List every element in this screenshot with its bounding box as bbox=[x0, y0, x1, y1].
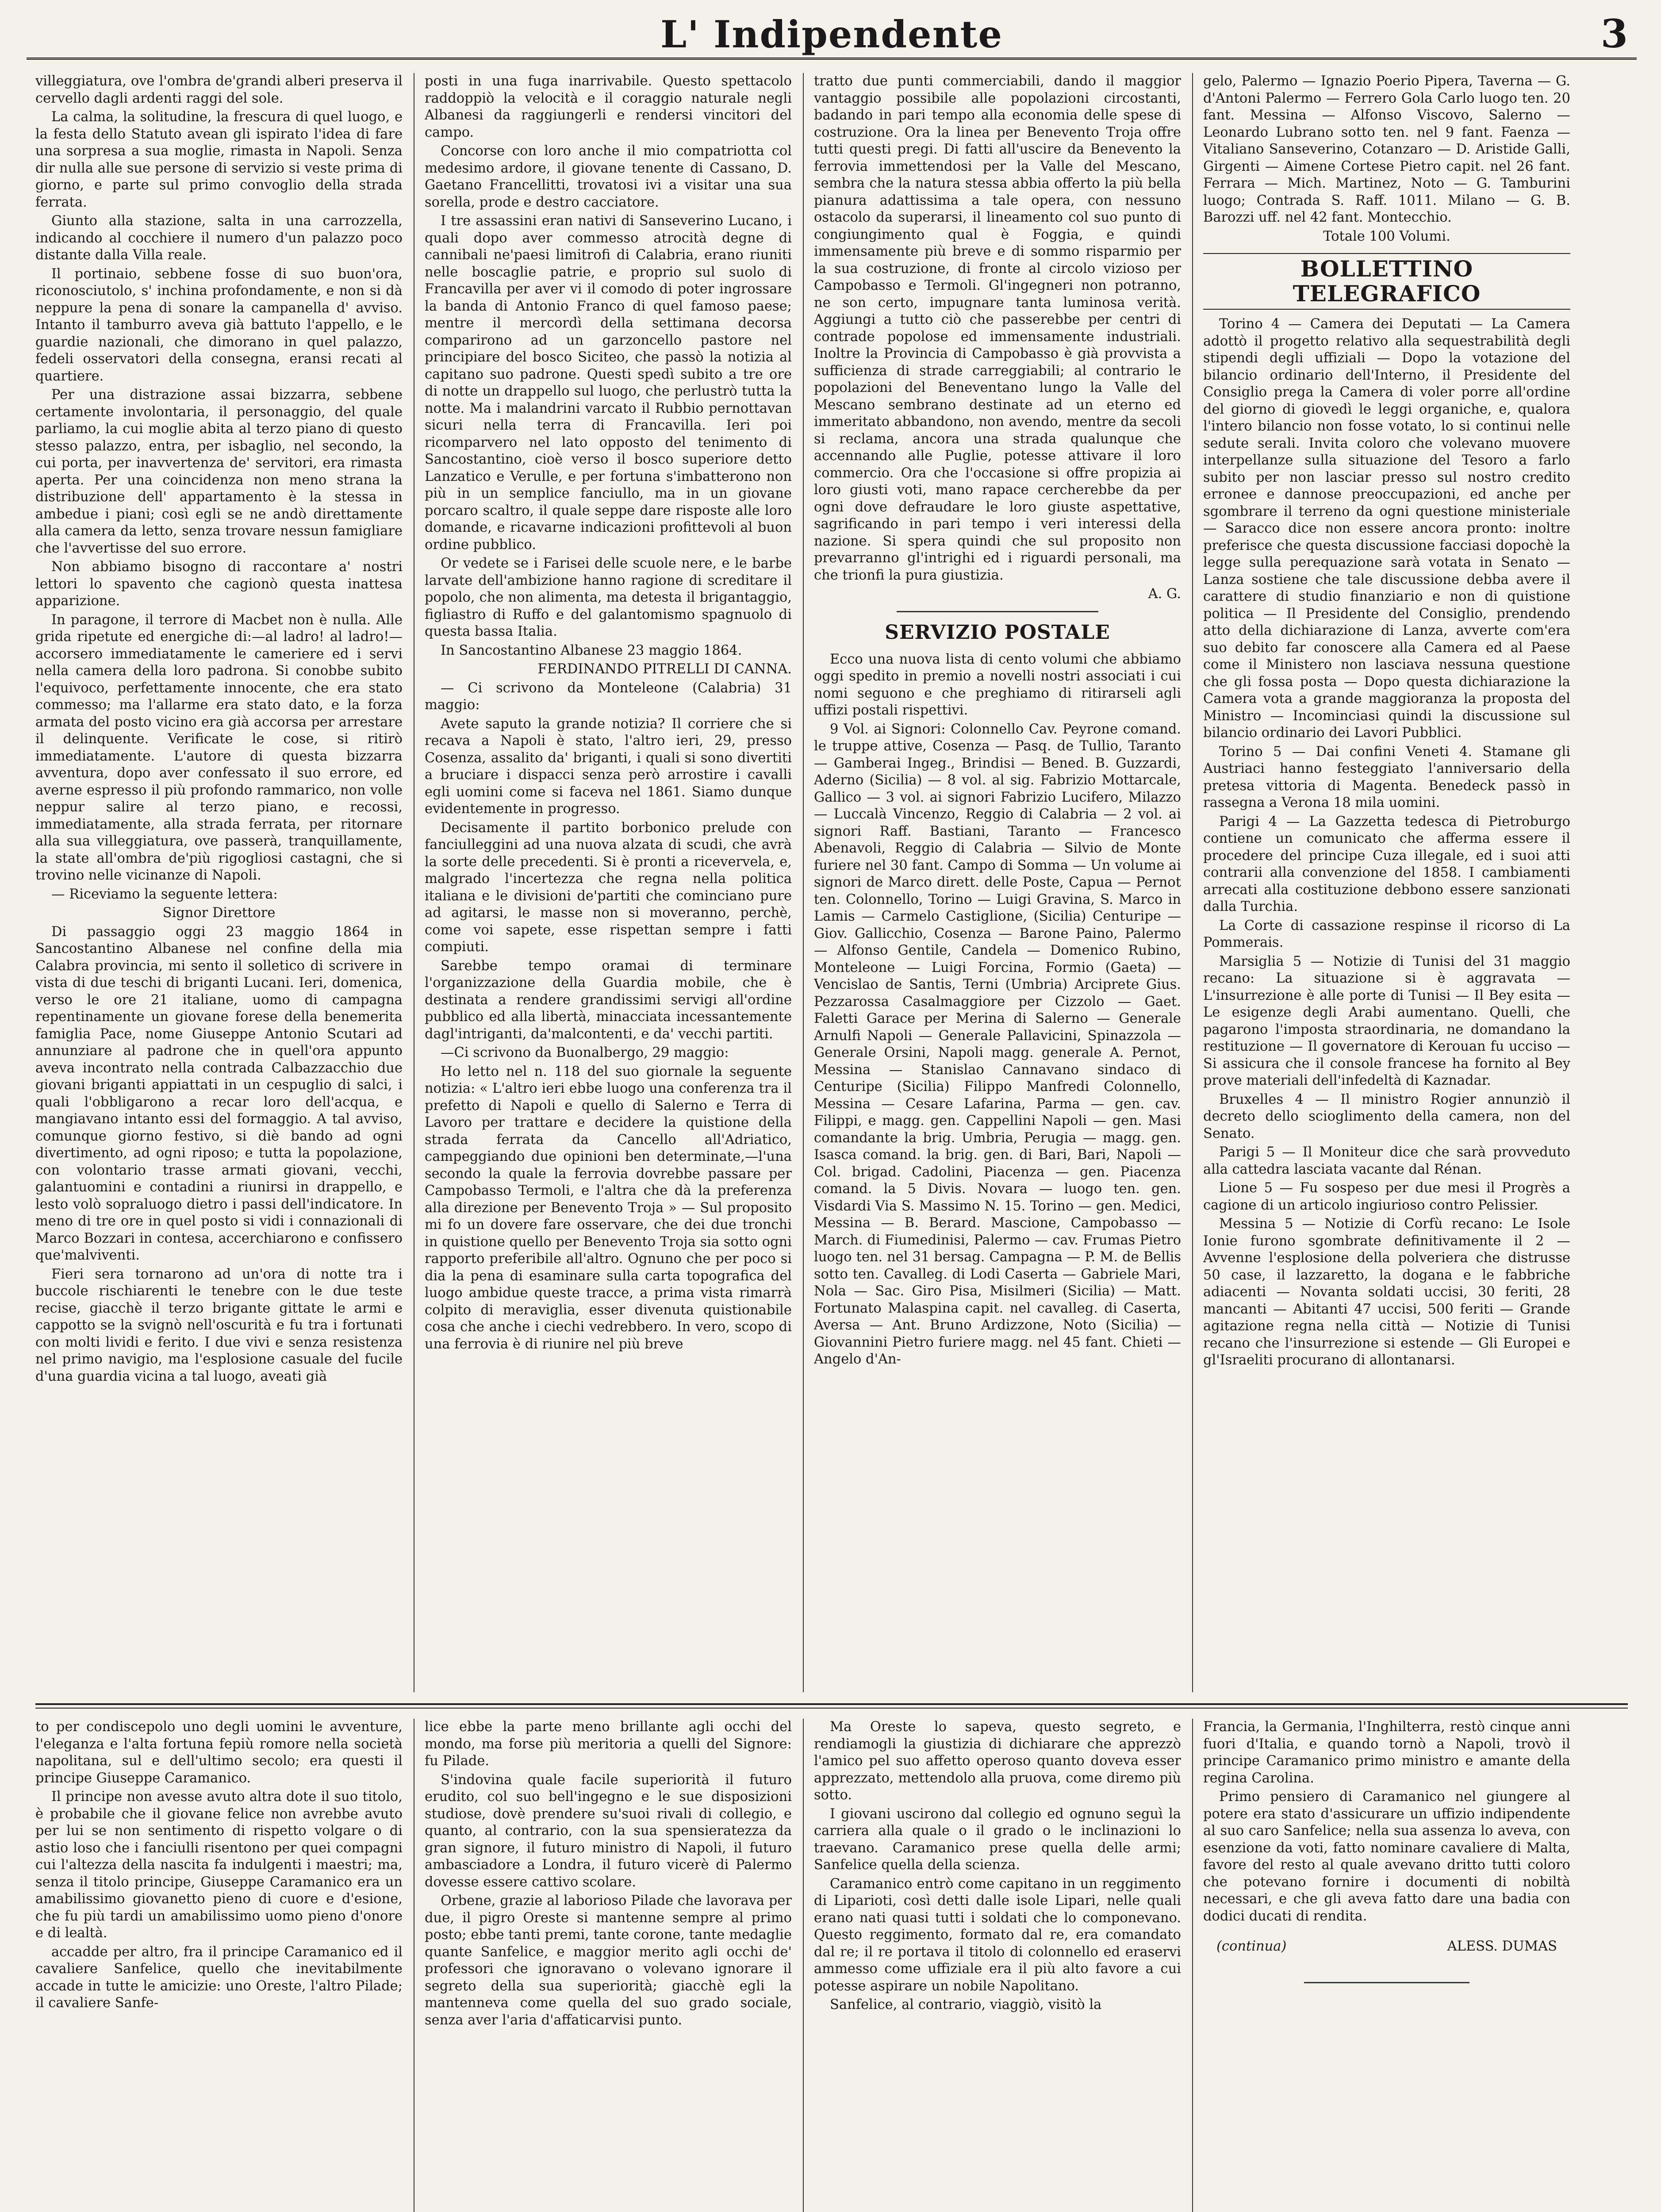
article-paragraph: Di passaggio oggi 23 maggio 1864 in Sancostantino Albanese nel confine della mia Calabra provincia, mi sento il solletico di scrivere in vista di due teschi di briganti Lucani. Ieri, domenica, verso le ore 21 italiane, uomo di campagna repentinamente un giovane forese della benemerita famiglia Pace, nome Giuseppe Antonio Scutari ad annunziare al padrone che in quell'ora appunto aveva incontrato nella contrada Calbazzacchio due giovani briganti appiattati in un cespuglio di salci, i quali l'obbligarono a recar loro dell'acqua, e mangiavano intanto essi del formaggio. A tal avviso, comunque giorno festivo, si diè bando ad ogni divertimento, ad ogni riposo; e tutta la popolazione, con volontario trasse armati giovani, vecchi, galantuomini e contadini a riunirsi in drappello, e lesto volò sopraluogo dietro i passi dell'indicatore. In meno di tre ore in quel posto si vidi i connazionali di Marco Bozzari in contesa, accerchiarono e confissero que'malviventi. bbox=[35, 924, 403, 1263]
page-number: 3 bbox=[1600, 11, 1628, 57]
feuilleton-paragraph: Il principe non avesse avuto altra dote il suo titolo, è probabile che il giovane felice non avrebbe avuto per lui se non sentimento di rispetto volgare o di astio loso che i fanciulli risentono per quei compagni cui l'altezza della nascita fa indulgenti i maestri; ma, senza il titolo principe, Giuseppe Caramanico era un amabilissimo giovanetto pieno di cuore e d'esione, che fu più tardi un amabilissimo uomo pieno d'onore e di lealtà. bbox=[35, 1789, 403, 1941]
article-paragraph: Decisamente il partito borbonico prelude con fanciulleggini ad una nuova alzata di scudi, che avrà la sorte delle precedenti. Si è pronti a ricevervela, e, malgrado l'incertezza che regna nella politica italiana e le divisioni de'partiti che cominciano pure ad agitarsi, le masse non si moveranno, perchè, come voi sapete, esse rispettan sempre i fatti compiuti. bbox=[425, 820, 792, 955]
article-paragraph: tratto due punti commerciabili, dando il maggior vantaggio possibile alle popolazioni circostanti, badando in pari tempo alla economia delle spese di costruzione. Ora la linea per Benevento Troja offre tutti questi pregi. Di fatti all'uscire da Benevento la ferrovia immettendosi per la Valle del Mescano, sembra che la natura stessa abbia offerto la più bella pianura adattissima a tale opera, con nessuno ostacolo da superarsi, il lineamento col suo punto di congiungimento qual è Foggia, e quindi immensamente più breve e di sommo risparmio per la sua costruzione, di fronte al circolo vizioso per Campobasso e Termoli. Gl'ingegneri non potranno, ne son certo, impugnare tanta luminosa verità. Aggiungi a tutto ciò che passerebbe per centri di contrade popolose ed immensamente industriali. Inoltre la Provincia di Campobasso è già provvista a sufficienza di strade carreggiabili; al contrario le popolazioni del Beneventano lungo la Valle del Mescano sembrano destinate ad un eterno ed immeritato abbandono, non avendo, mentre da secoli si reclama, ancora una strada qualunque che accennando alle Puglie, potesse attivare il loro commercio. Ora che l'occasione si offre propizia ai loro giusti voti, mano rapace cercherebbe da per ogni dove defraudare le loro giuste aspettative, sagrificando in pari tempo i veri interessi della nazione. Si spera quindi che sul proposito non prevarranno gl'intrighi ed i riguardi personali, ma che trionfi la pura giustizia. bbox=[814, 73, 1181, 583]
article-paragraph: Fieri sera tornarono ad un'ora di notte tra i buccole rischiarenti le tenebre con le due teste recise, giacchè il terzo brigante gittate le armi e cappotto se la svignò nell'oscurità e fu tra i fortunati con molti lividi e ferito. I due vivi e senza resistenza nel primo navigio, ma l'esplosione casuale del fucile d'una guardia vicina a tal luogo, aveati già bbox=[35, 1266, 403, 1384]
continua-note: (continua) bbox=[1216, 1939, 1287, 1954]
article-paragraph: posti in una fuga inarrivabile. Questo spettacolo raddoppiò la velocità e il coraggio naturale negli Albanesi da raggiungerli e rendersi vincitori del campo. bbox=[425, 73, 792, 140]
signature: A. G. bbox=[1148, 586, 1181, 602]
article-paragraph: In paragone, il terrore di Macbet non è nulla. Alle grida ripetute ed energiche di:—al ladro! al ladro!—accorsero immediatamente le cameriere ed i servi nella camera della loro padrona. Si conobbe subito l'equivoco, perfettamente innocente, che era stato commesso; ma l'allarme era stato dato, e la forza armata del posto vicino era già accorsa per arrestare il delinquente. Verificate le cose, si ritirò immediatamente. L'autore di questa bizzarra avventura, dopo aver confessato il suo errore, ed averne espresso il più profondo rammarico, non volle neppur salire al terzo piano, e recossi, immediatamente, alla strada ferrata, per ritornare alla sua villeggiatura, ove passerà, tranquillamente, la state all'ombra de'più rigogliosi castagni, che si trovino nelle vicinanze di Napoli. bbox=[35, 612, 403, 883]
letter-salutation: Signor Direttore bbox=[162, 905, 276, 921]
feuilleton-separator bbox=[35, 1703, 1628, 1705]
feuilleton-paragraph: Primo pensiero di Caramanico nel giungere al potere era stato d'assicurare un uffizio indipendente al suo caro Sanfelice; nella sua assenza lo aveva, con esenzione da voti, fatto nominare cavaliere di Malta, favore del resto al quale avevano dritto tutti coloro che potevano fornire i documenti di nobiltà necessari, e che gli aveva fatto dare una badia con dodici ducati di rendita. bbox=[1203, 1789, 1570, 1924]
section-divider bbox=[897, 611, 1099, 612]
column-4 bbox=[1203, 73, 1570, 1694]
article-paragraph: Per una distrazione assai bizzarra, sebbene certamente involontaria, il personaggio, del quale parliamo, la cui moglie abita al terzo piano di questo stesso palazzo, entra, per isbaglio, nel secondo, la cui porta, per inavvertenza de' servitori, era rimasta aperta. Per una coincidenza non meno strana la distribuzione dell' appartamento è la stessa in ambedue i piani; così egli se ne andò direttamente alla camera da letto, senza trovare nessun famigliare che l'avvertisse del suo errore. bbox=[35, 387, 403, 556]
feuilleton-paragraph: lice ebbe la parte meno brillante agli occhi del mondo, ma forse più meritoria a quelli del Signore: fu Pilade. bbox=[425, 1719, 792, 1769]
feuilleton-column-1 bbox=[35, 1719, 403, 2212]
section-heading-servizio-postale: SERVIZIO POSTALE bbox=[885, 621, 1110, 644]
telegram-item: Lione 5 — Fu sospeso per due mesi il Progrès a cagione di un articolo ingiurioso contro Pelissier. bbox=[1203, 1180, 1570, 1213]
telegram-item: Torino 4 — Camera dei Deputati — La Camera adottò il progetto relativo alla sequestrabilità degli stipendi degli uffiziali — Dopo la votazione del bilancio ordinario dell'Interno, il Presidente del Consiglio prega la Camera di voler porre all'ordine del giorno di giovedì le leggi organiche, e, qualora l'intero bilancio non fosse votato, lo si continui nelle sedute serali. Invita coloro che volevano muovere interpellanze sulla situazione del Tesoro a farlo subito per non lasciar presso sul nostro credito erronee e dannose preoccupazioni, ed anche per sgombrare il terreno da ogni questione ministeriale — Saracco dice non essere ancora pronto: inoltre preferisce che questa discussione facciasi dopochè la legge sulla perequazione sarà votata in Senato — Lanza sostiene che tale discussione debba avere il carattere di studio finanziario e non di quistione politica — Il Presidente del Consiglio, prendendo atto della dichiarazione di Lanza, avverte com'era suo debito far conoscere alla Camera ed al Paese come il Ministero non lasciava nessuna questione che gli fossa posta — Dopo questa dichiarazione la Camera vota a grande maggioranza la proposta del Ministro — Incominciasi quindi la discussione sul bilancio ordinario dei Lavori Pubblici. bbox=[1203, 316, 1570, 741]
feuilleton-column-3 bbox=[814, 1719, 1181, 2212]
column-3 bbox=[814, 73, 1181, 1694]
feuilleton-column-2 bbox=[425, 1719, 792, 2212]
feuilleton-paragraph: Ma Oreste lo sapeva, questo segreto, e rendiamogli la giustizia di dichiarare che apprezzò l'amico pel suo affetto operoso quanto doveva esser apprezzato, mettendolo alla pruova, come diremo più sotto. bbox=[814, 1719, 1181, 1803]
telegram-item: Messina 5 — Notizie di Corfù recano: Le Isole Ionie furono sgombrate definitivamente il 2 — Avvenne l'esplosione della polveriera che distrusse 50 case, il lazzaretto, la dogana e le fabbriche adiacenti — Novanta soldati uccisi, 30 feriti, 28 mancanti — Abitanti 47 uccisi, 500 feriti — Grande agitazione regna nella città — Notizie di Tunisi recano che l'insurrezione si estende — Gli Europei e gl'Israeliti procurano di allontanarsi. bbox=[1203, 1216, 1570, 1368]
telegram-item: Torino 5 — Dai confini Veneti 4. Stamane gli Austriaci hanno festeggiato l'anniversario della pretesa vittoria di Magenta. Benedeck passò in rassegna a Verona 18 mila uomini. bbox=[1203, 744, 1570, 810]
feuilleton-separator bbox=[35, 1708, 1628, 1709]
dateline: In Sancostantino Albanese 23 maggio 1864. bbox=[441, 642, 742, 658]
article-paragraph: I tre assassini eran nativi di Sanseverino Lucano, i quali dopo aver commesso atrocità degne di cannibali ne'paesi limitrofi di Calabria, erano riuniti nelle boscaglie patrie, e proprio sul suolo di Francavilla per aver vi il comodo di poter ingrossare la banda di Antonio Franco di quel famoso paese; mentre il mercordì della settimana decorsa comparirono ad un garzoncello pastore nel principiare del bosco Siciteo, che passò la notizia al capitano suo padrone. Questi spedì subito a tre ore di notte un drappello sul luogo, che perlustrò tutta la notte. Ma i malandrini varcato il Rubbio pernottavan sicuri nella terra di Francavilla. Ieri poi ricomparvero nel lato opposto del tenimento di Sancostantino, cioè verso il bosco superiore detto Lanzatico e Verulle, e per fortuna s'imbatterono non più in un semplice fanciullo, ma in un giovane porcaro scaltro, il quale seppe dare risposte alle loro domande, e ricavarne indicazioni profittevoli al buon ordine pubblico. bbox=[425, 213, 792, 553]
feuilleton-paragraph: Orbene, grazie al laborioso Pilade che lavorava per due, il pigro Oreste si mantenne sempre al primo posto; ebbe tanti premi, tante corone, tante medaglie quante Sanfelice, e maggior merito agli occhi de' professori che ignoravano o volevano ignorare il segreto della sua superiorità; giacchè egli la mantenneva come quella del suo grado sociale, senza aver l'aria d'affaticarvisi punto. bbox=[425, 1893, 792, 2028]
total-volumes: Totale 100 Volumi. bbox=[1323, 228, 1450, 244]
article-paragraph: villeggiatura, ove l'ombra de'grandi alberi preserva il cervello dagli ardenti raggi del sole. bbox=[35, 73, 403, 106]
author-signature: ALESS. DUMAS bbox=[1447, 1939, 1557, 1954]
article-paragraph: Giunto alla stazione, salta in una carrozzella, indicando al cocchiere il numero d'un palazzo poco distante dalla Villa reale. bbox=[35, 213, 403, 263]
column-divider bbox=[803, 73, 804, 1692]
article-paragraph: Concorse con loro anche il mio compatriotta col medesimo ardore, il giovane tenente di Cassano, D. Gaetano Francellitti, trovatosi ivi a visitar una sua sorella, prode e destro cacciatore. bbox=[425, 143, 792, 210]
article-paragraph: Sarebbe tempo oramai di terminare l'organizzazione della Guardia mobile, che è destinata a rendere grandissimi servigi all'ordine pubblico ed alla libertà, minacciata incessantemente dagl'intriganti, da'malcontenti, e da' vecchi partiti. bbox=[425, 958, 792, 1042]
telegram-item: Marsiglia 5 — Notizie di Tunisi del 31 maggio recano: La situazione si è aggravata — L'insurrezione è alle porte di Tunisi — Il Bey esita — Le esigenze degli Arabi aumentano. Quelli, che pagarono l'imposta straordinaria, ne domandano la restituzione — Il governatore di Kerouan fu ucciso — Si assicura che il console francese ha fornito al Bey prove materiali dell'infedeltà di Kaznadar. bbox=[1203, 953, 1570, 1088]
feuilleton-column-4 bbox=[1203, 1719, 1570, 2212]
feuilleton-paragraph: I giovani uscirono dal collegio ed ognuno seguì la carriera alla quale o il grado o le inclinazioni lo traevano. Caramanico prese quella delle armi; Sanfelice quella della scienza. bbox=[814, 1806, 1181, 1873]
signature: FERDINANDO PITRELLI DI CANNA. bbox=[537, 661, 792, 677]
end-rule bbox=[1304, 1982, 1469, 1983]
article-paragraph: 9 Vol. ai Signori: Colonnello Cav. Peyrone comand. le truppe attive, Cosenza — Pasq. de Tullio, Taranto — Gamberai Ingeg., Brindisi — Bened. B. Guzzardi, Aderno (Sicilia) — 8 vol. al sig. Fabrizio Mottarcale, Gallico — 3 vol. ai signori Fabrizio Lucifero, Milazzo — Luccalà Vincenzo, Reggio di Calabria — 2 vol. ai signori Raff. Bastiani, Taranto — Francesco Abenavoli, Reggio di Calabria — Silvio de Monte furiere nel 30 fant. Campo di Somma — Un volume ai signori de Marco dirett. delle Poste, Capua — Pernot ten. Colonnello, Torino — Luigi Gravina, S. Marco in Lamis — Carmelo Castiglione, (Sicilia) Centuripe — Giov. Gallicchio, Cosenza — Barone Paino, Palermo — Alfonso Gentile, Candela — Domenico Rubino, Monteleone — Luigi Forcina, Formio (Gaeta) — Vencislao de Santis, Terni (Umbria) Arciprete Gius. Pezzarossa Casalmaggiore per Cizzolo — Gaet. Faletti Garace per Merina di Salerno — Generale Arnulfi Napoli — Generale Pallavicini, Spinazzola — Generale Orsini, Napoli magg. generale A. Pernot, Messina — Stanislao Cannavano sindaco di Centuripe (Sicilia) Filippo Manfredi Colonnello, Messina — Cesare Lafarina, Parma — gen. cav. Filippi, e magg. gen. Cappellini Napoli — gen. Masi comandante la brig. Umbria, Perugia — magg. gen. Isasca comand. la brig. gen. di Bari, Bari, Napoli — Col. brigad. Cadolini, Piacenza — gen. Piacenza comand. la 5 Divis. Novara — luogo ten. gen. Visdardi Via S. Massimo N. 15. Torino — gen. Medici, Messina — B. Berard. Mascione, Campobasso — March. di Fiumedinisi, Palermo — cav. Frumas Pietro luogo ten. nel 31 bersag. Campagna — P. M. de Bellis sotto ten. Cavalleg. di Lodi Caserta — Gabriele Mari, Nola — Sac. Giro Pisa, Misilmeri (Sicilia) — Matt. Fortunato Malaspina capit. nel cavalleg. di Caserta, Aversa — Ant. Bruno Ardizzone, Noto (Sicilia) — Giovannini Pietro furiere magg. nel 45 fant. Chieti — Angelo d'An- bbox=[814, 721, 1181, 1367]
telegram-item: Parigi 4 — La Gazzetta tedesca di Pietroburgo contiene un comunicato che afferma essere il procedere del principe Cuza illegale, ed i suoi atti contrarii alla convenzione del 1858. I cambiamenti arrecati alla costituzione debbono essere sanzionati dalla Turchia. bbox=[1203, 814, 1570, 914]
column-divider bbox=[1192, 73, 1193, 1692]
column-1 bbox=[35, 73, 403, 1694]
article-paragraph: — Ci scrivono da Monteleone (Calabria) 31 maggio: bbox=[425, 680, 792, 713]
feuilleton-paragraph: Caramanico entrò come capitano in un reggimento di Liparioti, così detti dalle isole Lipari, nelle quali erano nati quasi tutti i soldati che lo componevano. Questo reggimento, formato dal re, era comandato dal re; il re portava il titolo di colonnello ed eraservi ammesso come uffiziale era il più alto favore a cui potesse aspirare un nobile Napolitano. bbox=[814, 1876, 1181, 1994]
newspaper-title: L' Indipendente bbox=[660, 12, 1003, 56]
column-divider bbox=[803, 1719, 804, 2212]
article-paragraph: Non abbiamo bisogno di raccontare a' nostri lettori lo spavento che cagionò questa inattesa apparizione. bbox=[35, 559, 403, 609]
article-paragraph: Or vedete se i Farisei delle scuole nere, e le barbe larvate dell'ambizione hanno ragione di screditare il popolo, che non alimenta, ma detesta il brigantaggio, figliastro di Ruffo e del galantomismo spagnuolo di questa bassa Italia. bbox=[425, 556, 792, 639]
article-paragraph: Ho letto nel n. 118 del suo giornale la seguente notizia: « L'altro ieri ebbe luogo una conferenza tra il prefetto di Napoli e quello di Salerno e Terra di Lavoro per trattare e decidere la quistione della strada ferrata da Cancello all'Adriatico, campeggiando due opinioni ben determinate,—l'una secondo la quale la ferrovia dovrebbe passare per Campobasso Termoli, e l'altra che dà la preferenza alla direzione per Benevento Troja » — Sul proposito mi fo un dovere fare osservare, che dei due tronchi in quistione quello per Benevento Troja sia sotto ogni rapporto preferibile all'altro. Ognuno che per poco si dia la pena di esaminare sulla carta topografica del luogo ambidue queste tracce, a prima vista rimarrà colpito di meraviglia, esser divenuta quistionabile cosa che anche i ciechi vedrebbero. In vero, scopo di una ferrovia è di riunire nel più breve bbox=[425, 1064, 792, 1352]
article-paragraph: gelo, Palermo — Ignazio Poerio Pipera, Taverna — G. d'Antoni Palermo — Ferrero Gola Carlo luogo ten. 20 fant. Messina — Alfonso Viscovo, Salerno — Leonardo Lubrano sotto ten. nel 9 fant. Faenza — Vitaliano Sanseverino, Cotanzaro — D. Aristide Galli, Girgenti — Aimene Cortese Pietro capit. nel 26 fant. Ferrara — Mich. Martinez, Noto — G. Tamburini luogo; Contrada S. Raff. 1011. Milano — G. B. Barozzi uff. nel 42 fant. Montecchio. bbox=[1203, 73, 1570, 225]
feuilleton-paragraph: S'indovina quale facile superiorità il futuro erudito, col suo bell'ingegno e le sue disposizioni studiose, dovè prendere su'suoi rivali di collegio, e quanto, al contrario, con la sua spensieratezza da gran signore, il futuro ministro di Napoli, il futuro ambasciadore a Londra, il futuro vicerè di Palermo dovesse essere cattivo scolare. bbox=[425, 1772, 792, 1890]
feuilleton-paragraph: to per condiscepolo uno degli uomini le avventure, l'eleganza e l'alta fortuna fepiù romore nella società napolitana, sul e dell'ultimo secolo; era questi il principe Giuseppe Caramanico. bbox=[35, 1719, 403, 1786]
feuilleton-paragraph: Sanfelice, al contrario, viaggiò, visitò la bbox=[830, 1997, 1102, 2012]
article-paragraph: Il portinaio, sebbene fosse di suo buon'ora, riconosciutolo, s' inchina profondamente, e non si dà neppure la pena di sonare la campanella d' avviso. Intanto il tamburro aveva già battuto l'appello, e le guardie nazionali, che dimorano in quel palazzo, fedeli osservatori della consegna, eransi recati al quartiere. bbox=[35, 266, 403, 384]
feuilleton-signoff bbox=[1203, 1938, 1570, 1955]
feuilleton-paragraph: accadde per altro, fra il principe Caramanico ed il cavaliere Sanfelice, quello che inevitabilmente accade in tutte le amicizie: uno Oreste, l'altro Pilade; il cavaliere Sanfe- bbox=[35, 1944, 403, 2011]
section-heading-bollettino: BOLLETTINO TELEGRAFICO bbox=[1203, 253, 1570, 310]
column-2 bbox=[425, 73, 792, 1694]
article-paragraph: —Ci scrivono da Buonalbergo, 29 maggio: bbox=[441, 1045, 729, 1060]
column-divider bbox=[1192, 1719, 1193, 2212]
feuilleton-paragraph: Francia, la Germania, l'Inghilterra, restò cinque anni fuori d'Italia, e quando tornò a Napoli, trovò il principe Caramanico primo ministro e amante della regina Carolina. bbox=[1203, 1719, 1570, 1786]
article-paragraph: Ecco una nuova lista di cento volumi che abbiamo oggi spedito in premio a novelli nostri associati i cui nomi seguono e che preghiamo di ritirarseli agli uffizi postali rispettivi. bbox=[814, 651, 1181, 718]
telegram-item: La Corte di cassazione respinse il ricorso di La Pommerais. bbox=[1203, 918, 1570, 950]
telegram-item: Parigi 5 — Il Moniteur dice che sarà provveduto alla cattedra lasciata vacante dal Rénan. bbox=[1203, 1144, 1570, 1177]
article-paragraph: La calma, la solitudine, la frescura di quel luogo, e la festa dello Statuto avean gli ispirato l'idea di fare una sorpresa a sua moglie, rimasta in Napoli. Senza dir nulla alle sue persone di servizio si veste prima di giorno, e parte sul primo convoglio della strada ferrata. bbox=[35, 109, 403, 210]
masthead bbox=[27, 9, 1637, 60]
article-paragraph: Avete saputo la grande notizia? Il corriere che si recava a Napoli è stato, l'altro ieri, 29, presso Cosenza, assalito da' briganti, i quali si sono divertiti a bruciare i dispacci senza però arrostire i cavalli egli uomini come si faceva nel 1861. Siamo dunque evidentemente in progresso. bbox=[425, 716, 792, 817]
article-paragraph: — Riceviamo la seguente lettera: bbox=[51, 886, 278, 902]
telegram-item: Bruxelles 4 — Il ministro Rogier annunziò il decreto dello scioglimento della camera, non del Senato. bbox=[1203, 1091, 1570, 1141]
